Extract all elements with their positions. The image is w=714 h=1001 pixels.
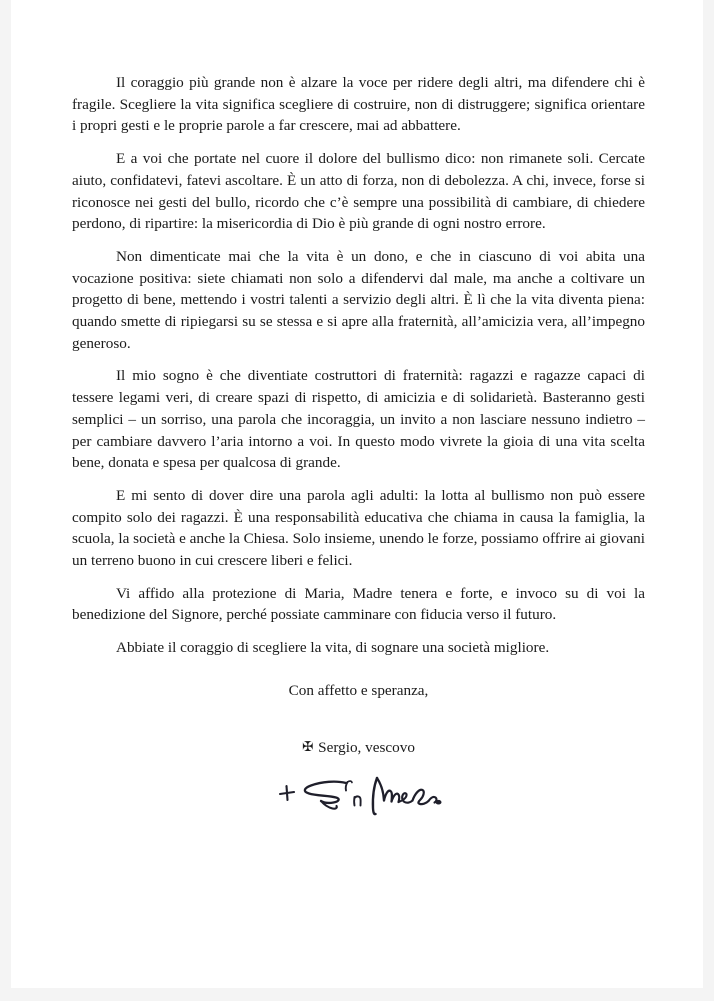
paragraph: Il coraggio più grande non è alzare la voce per ridere degli altri, ma difendere chi è fragile. Scegliere la vita significa scegliere di costruire, non di distruggere; significa orientare i propri gesti e le proprie parole a far crescere, mai ad abbattere. bbox=[72, 74, 645, 135]
signer-name: Sergio, vescovo bbox=[318, 738, 415, 756]
paragraph: Non dimenticate mai che la vita è un dono, e che in ciascuno di voi abita una vocazione positiva: siete chiamati non solo a difendervi dal male, ma anche a coltivare un progetto di bene, mettendo i vostri talenti a servizio degli altri. È lì che la vita diventa piena: quando smette di ripiegarsi su se stessa e si apre alla fraternità, all’amicizia vera, all’impegno generoso. bbox=[72, 247, 645, 352]
cross-pattee-icon: ✠ bbox=[302, 738, 315, 754]
paragraph: Il mio sogno è che diventiate costruttori di fraternità: ragazzi e ragazze capaci di tessere legami veri, di creare spazi di rispetto, di amicizia e di solidarietà. Basteranno gesti semplici – un sorriso, una parola che incoraggia, un invito a non lasciare nessuno indietro – per cambiare davvero l’aria intorno a voi. In questo modo vivrete la gioia di una vita scelta bene, donata e spesa per qualcosa di grande. bbox=[72, 367, 645, 472]
paragraph: Vi affido alla protezione di Maria, Madre tenera e forte, e invoco su di voi la benedizione del Signore, perché possiate camminare con fiducia verso il futuro. bbox=[72, 584, 645, 624]
signature-salutation: Con affetto e speranza, bbox=[288, 681, 429, 699]
paragraph: E a voi che portate nel cuore il dolore del bullismo dico: non rimanete soli. Cercate aiuto, confidatevi, fatevi ascoltare. È un atto di forza, non di debolezza. A chi, invece, forse si riconosce nei gesti del bullo, ricordo che c’è sempre una possibilità di cambiare, di chiedere perdono, di ripartire: la misericordia di Dio è più grande di ogni nostro errore. bbox=[72, 150, 645, 233]
signature-block bbox=[72, 680, 645, 816]
document-page bbox=[11, 0, 703, 988]
handwritten-signature-icon bbox=[72, 770, 645, 816]
letter-body bbox=[72, 72, 645, 816]
closing-line: Abbiate il coraggio di scegliere la vita, di sognare una società migliore. bbox=[116, 639, 550, 657]
paragraph: E mi sento di dover dire una parola agli adulti: la lotta al bullismo non può essere compito solo dei ragazzi. È una responsabilità educativa che chiama in causa la famiglia, la scuola, la società e anche la Chiesa. Solo insieme, unendo le forze, possiamo offrire ai giovani un terreno buono in cui crescere liberi e felici. bbox=[72, 486, 645, 570]
signature-name-row bbox=[72, 736, 645, 759]
